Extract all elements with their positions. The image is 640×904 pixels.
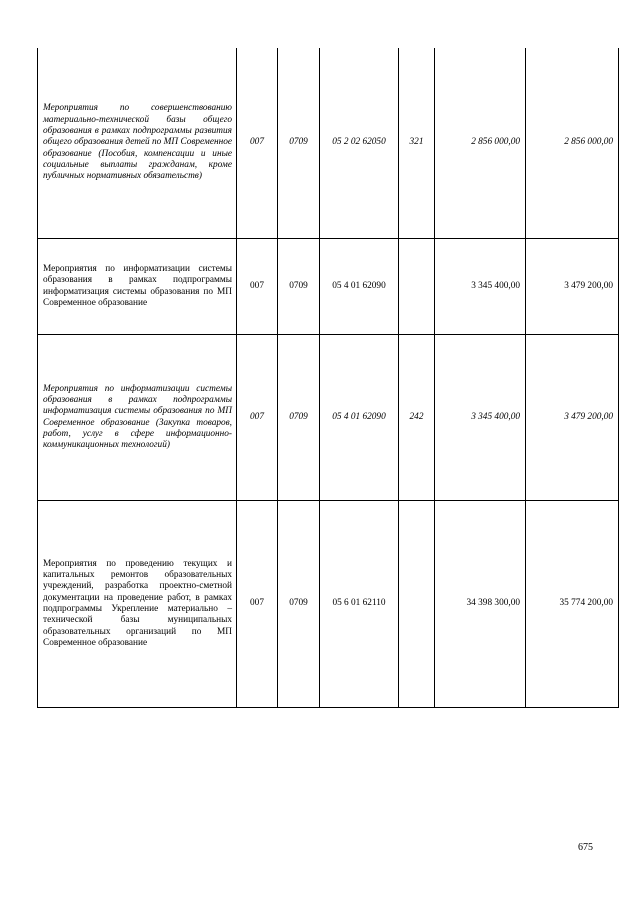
row-section-code: 0709 bbox=[278, 48, 320, 238]
row-expense-type bbox=[399, 501, 435, 707]
row-ved-code: 007 bbox=[237, 335, 278, 500]
row-target-article: 05 4 01 62090 bbox=[320, 335, 399, 500]
row-expense-type: 242 bbox=[399, 335, 435, 500]
row-name: Мероприятия по проведению текущих и капитальных ремонтов образовательных учреждений, разработка проектно-сметной документации на проведение работ, в рамках подпрограммы Укрепление материально – технической базы муниципальных образовательных организаций по МП Современное образование bbox=[38, 501, 237, 707]
row-sum-year-1: 2 856 000,00 bbox=[435, 48, 526, 238]
row-sum-year-2: 3 479 200,00 bbox=[564, 280, 613, 291]
row-name: Мероприятия по информатизации системы образования в рамках подпрограммы информатизация системы образования по МП Современное образование (Закупка товаров, работ, услуг в сфере информационно-коммуникационных технологий) bbox=[38, 335, 237, 500]
row-sum-year-2: 3 479 200,00 bbox=[564, 411, 613, 422]
row-section-code: 0709 bbox=[278, 501, 320, 707]
row-name: Мероприятия по информатизации системы образования в рамках подпрограммы информатизация системы образования по МП Современное образование bbox=[38, 239, 237, 334]
row-sum-year-2: 2 856 000,00 bbox=[564, 137, 613, 148]
row-ved-code: 007 bbox=[237, 48, 278, 238]
page-number: 675 bbox=[578, 842, 593, 853]
row-ved-code: 007 bbox=[237, 239, 278, 334]
row-sum-year-1: 3 345 400,00 bbox=[435, 239, 526, 334]
row-sum-year-1: 34 398 300,00 bbox=[435, 501, 526, 707]
row-name: Мероприятия по совершенствованию материально-технической базы общего образования в рамках подпрограммы развития общего образования детей по МП Современное образование (Пособия, компенсации и иные социальные выплаты гражданам, кроме публичных нормативных обязательств) bbox=[38, 48, 237, 238]
row-target-article: 05 6 01 62110 bbox=[320, 501, 399, 707]
row-section-code: 0709 bbox=[278, 335, 320, 500]
row-expense-type bbox=[399, 239, 435, 334]
row-ved-code: 007 bbox=[237, 501, 278, 707]
table-row bbox=[38, 501, 618, 708]
row-sum-year-2: 35 774 200,00 bbox=[559, 598, 613, 609]
row-target-article: 05 2 02 62050 bbox=[320, 48, 399, 238]
table-row bbox=[38, 48, 618, 239]
budget-table bbox=[37, 48, 619, 708]
row-sum-year-1: 3 345 400,00 bbox=[435, 335, 526, 500]
table-row bbox=[38, 239, 618, 335]
row-section-code: 0709 bbox=[278, 239, 320, 334]
row-expense-type: 321 bbox=[399, 48, 435, 238]
row-target-article: 05 4 01 62090 bbox=[320, 239, 399, 334]
table-row bbox=[38, 335, 618, 501]
